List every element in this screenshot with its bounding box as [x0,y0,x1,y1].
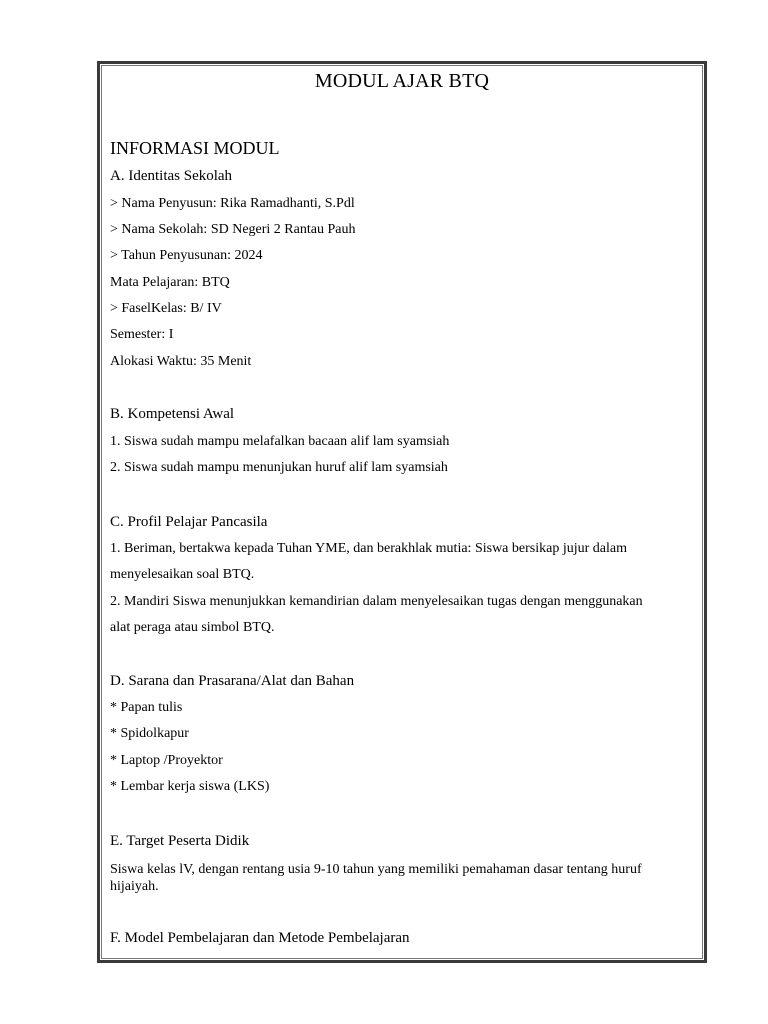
sarana-item-spidol: * Spidolkapur [110,726,189,741]
nama-sekolah: > Nama Sekolah: SD Negeri 2 Rantau Pauh [110,222,356,237]
section-heading-informasi-modul: INFORMASI MODUL [110,138,280,158]
sarana-item-laptop: * Laptop /Proyektor [110,753,223,768]
heading-target-peserta-didik: E. Target Peserta Didik [110,833,250,849]
nama-penyusun: > Nama Penyusun: Rika Ramadhanti, S.Pdl [110,196,355,211]
fase-kelas: > FaselKelas: B/ IV [110,301,222,316]
heading-sarana-prasarana: D. Sarana dan Prasarana/Alat dan Bahan [110,673,355,689]
kompetensi-item-2: 2. Siswa sudah mampu menunjukan huruf alif lam syamsiah [110,460,448,475]
profil-item-2-line-1: 2. Mandiri Siswa menunjukkan kemandirian dalam menyelesaikan tugas dengan menggunakan [110,594,643,609]
heading-model-pembelajaran: F. Model Pembelajaran dan Metode Pembelajaran [110,930,410,946]
tahun-penyusunan: > Tahun Penyusunan: 2024 [110,248,263,263]
mata-pelajaran: Mata Pelajaran: BTQ [110,275,230,290]
heading-identitas-sekolah: A. Identitas Sekolah [110,168,233,184]
profil-item-1-line-1: 1. Beriman, bertakwa kepada Tuhan YME, dan berakhlak mutia: Siswa bersikap jujur dalam [110,541,627,556]
profil-item-1-line-2: menyelesaikan soal BTQ. [110,567,255,582]
sarana-item-papan-tulis: * Papan tulis [110,700,183,715]
heading-kompetensi-awal: B. Kompetensi Awal [110,406,235,422]
profil-item-2-line-2: alat peraga atau simbol BTQ. [110,620,275,635]
alokasi-waktu: Alokasi Waktu: 35 Menit [110,354,252,369]
document-frame [97,61,707,963]
target-description: Siswa kelas lV, dengan rentang usia 9-10 tahun yang memiliki pemahaman dasar tentang huruf hijaiyah. [110,862,642,894]
document-title: MODUL AJAR BTQ [314,70,490,92]
heading-profil-pelajar-pancasila: C. Profil Pelajar Pancasila [110,514,268,530]
kompetensi-item-1: 1. Siswa sudah mampu melafalkan bacaan alif lam syamsiah [110,434,450,449]
semester: Semester: I [110,327,174,342]
sarana-item-lks: * Lembar kerja siswa (LKS) [110,779,270,794]
